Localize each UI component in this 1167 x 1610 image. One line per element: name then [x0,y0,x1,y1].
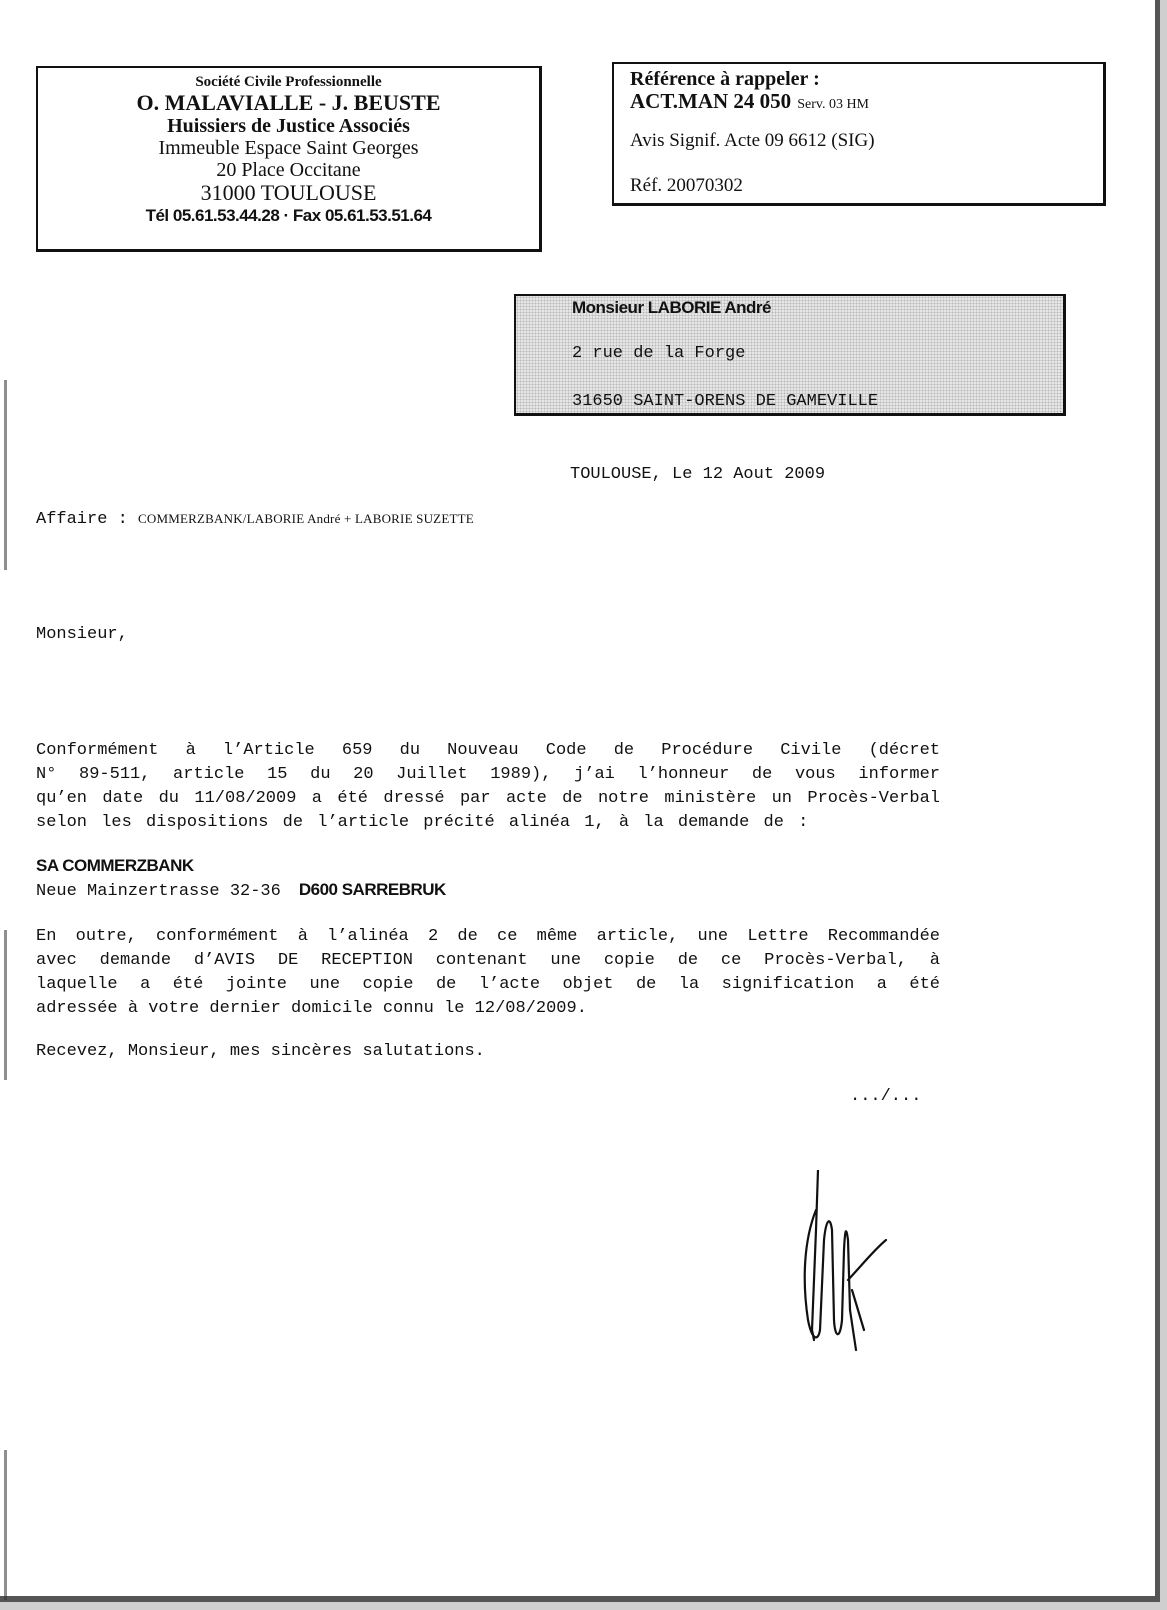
recipient-address-box [514,294,1066,416]
requester-company: SA COMMERZBANK [36,856,194,875]
date-line: TOULOUSE, Le 12 Aout 2009 [570,465,826,484]
scan-artifact [4,380,7,570]
requester-address [36,880,446,901]
closing-salutation: Recevez, Monsieur, mes sincères salutations. [36,1042,485,1061]
reference-service: Serv. 03 HM [797,97,869,112]
sender-partners: O. MALAVIALLE - J. BEUSTE [136,89,441,115]
paragraph-article-659 [36,739,940,835]
continued-marker: .../... [850,1087,922,1106]
sender-profession: Huissiers de Justice Associés [167,114,410,137]
salutation: Monsieur, [36,625,128,644]
paragraph-line: avec demande d’AVIS DE RECEPTION contenant une copie de ce Procès-Verbal, à [36,951,940,970]
reference-title: Référence à rappeler : [630,68,820,90]
sender-street: 20 Place Occitane [216,158,361,181]
affaire-line [36,510,474,529]
sender-letterhead [36,66,542,252]
recipient-street: 2 rue de la Forge [572,344,746,363]
reference-box [612,62,1106,206]
paragraph-registered-letter [36,925,940,1021]
scan-artifact [4,1450,7,1600]
affaire-label: Affaire : [36,510,139,529]
sender-contact: Tél 05.61.53.44.28 · Fax 05.61.53.51.64 [145,205,432,225]
sender-building: Immeuble Espace Saint Georges [158,136,419,159]
recipient-city: 31650 SAINT-ORENS DE GAMEVILLE [572,392,879,411]
affaire-parties: COMMERZBANK/LABORIE André + LABORIE SUZETTE [138,511,474,526]
reference-code-value: ACT.MAN 24 050 [630,89,792,113]
paragraph-line: En outre, conformément à l’alinéa 2 de ce même article, une Lettre Recommandée [36,927,940,946]
paragraph-line: N° 89-511, article 15 du 20 Juillet 1989), j’ai l’honneur de vous informer [36,765,940,784]
paragraph-line: Conformément à l’Article 659 du Nouveau Code de Procédure Civile (décret [36,741,940,760]
requester-city: D600 SARREBRUK [298,880,446,899]
reference-notice: Avis Signif. Acte 09 6612 (SIG) [630,130,875,152]
scan-artifact [4,930,7,1080]
paragraph-line: qu’en date du 11/08/2009 a été dressé par acte de notre ministère un Procès-Verbal [36,789,940,808]
handwritten-signature [800,1170,900,1360]
reference-number: Réf. 20070302 [630,174,743,196]
sender-city: 31000 TOULOUSE [200,179,377,205]
paragraph-line: selon les dispositions de l’article précité alinéa 1, à la demande de : [36,813,809,832]
reference-code [630,90,1103,113]
paragraph-line: laquelle a été jointe une copie de l’acte objet de la signification a été [36,975,940,994]
paragraph-line: adressée à votre dernier domicile connu le 12/08/2009. [36,999,587,1018]
requester-street: Neue Mainzertrasse 32-36 [36,882,281,901]
recipient-name: Monsieur LABORIE André [572,298,771,317]
sender-company-type: Société Civile Professionnelle [195,74,382,90]
